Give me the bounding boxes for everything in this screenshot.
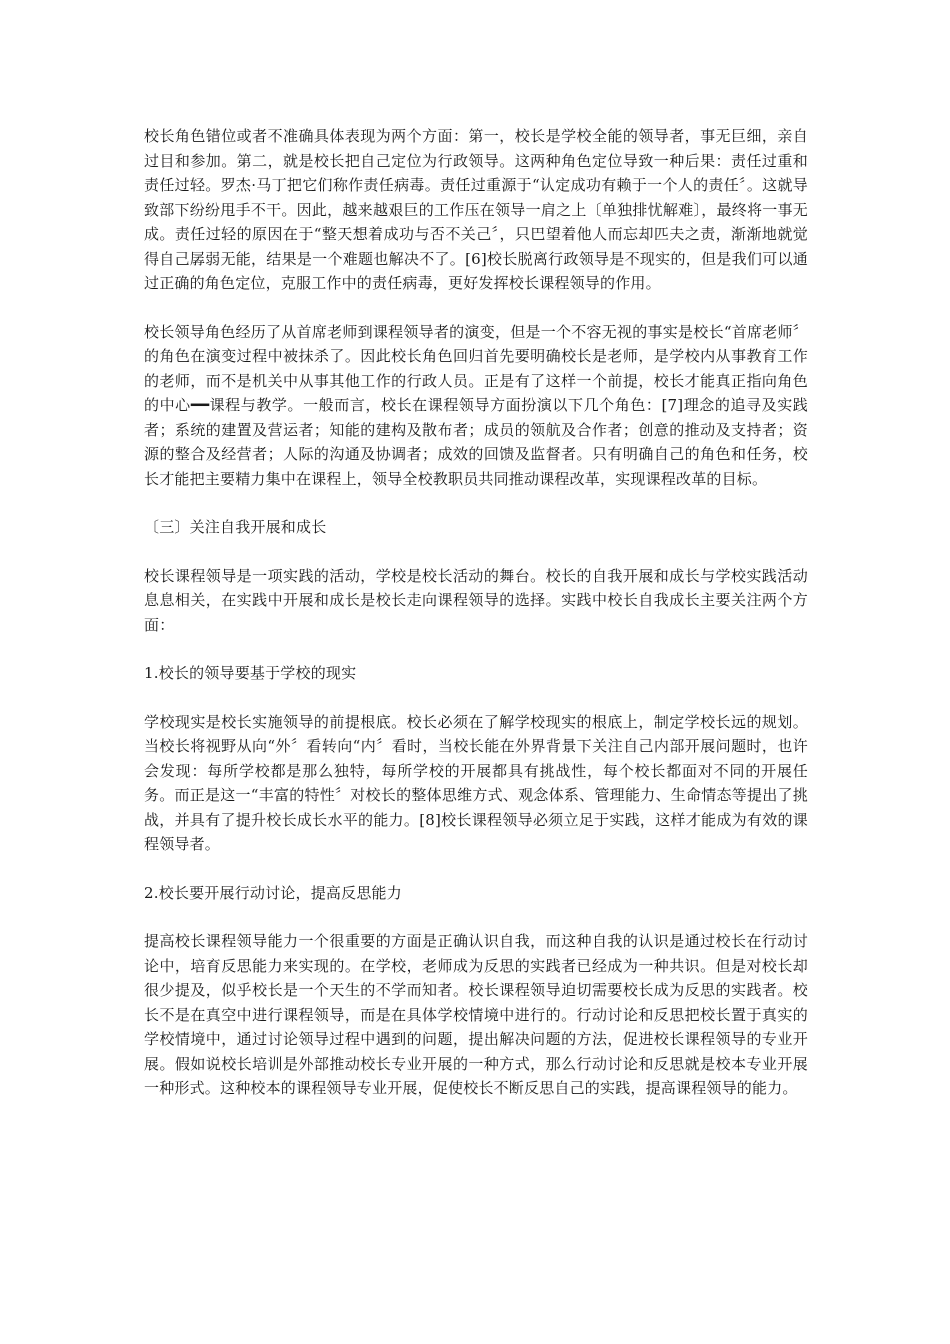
paragraph-practice-activity: 校长课程领导是一项实践的活动，学校是校长活动的舞台。校长的自我开展和成长与学校实践活动息息相关，在实践中开展和成长是校长走向课程领导的选择。实践中校长自我成长主要关注两个方面： <box>144 566 808 634</box>
subheading-action-research: 2.校长要开展行动讨论，提高反思能力 <box>144 883 402 902</box>
paragraph-reflection-ability: 提高校长课程领导能力一个很重要的方面是正确认识自我，而这种自我的认识是通过校长在行动讨论中，培育反思能力来实现的。在学校，老师成为反思的实践者已经成为一种共识。但是对校长却很少提及，似乎校长是一个天生的不学而知者。校长课程领导迫切需要校长成为反思的实践者。校长不是在真空中进行课程领导，而是在具体学校情境中进行的。行动讨论和反思把校长置于真实的学校情境中，通过讨论领导过程中遇到的问题，提出解决问题的方法，促进校长课程领导的专业开展。假如说校长培训是外部推动校长专业开展的一种方式，那么行动讨论和反思就是校本专业开展一种形式。这种校本的课程领导专业开展，促使校长不断反思自己的实践，提高课程领导的能力。 <box>144 932 808 1097</box>
paragraph-school-reality: 学校现实是校长实施领导的前提根底。校长必须在了解学校现实的根底上，制定学校长远的规划。当校长将视野从向“外〞看转向“内〞看时，当校长能在外界背景下关注自己内部开展问题时，也许会发现：每所学校都是那么独特，每所学校的开展都具有挑战性，每个校长都面对不同的开展任务。而正是这一“丰富的特性〞对校长的整体思维方式、观念体系、管理能力、生命情态等提出了挑战，并具有了提升校长成长水平的能力。[8]校长课程领导必须立足于实践，这样才能成为有效的课程领导者。 <box>144 712 808 853</box>
document-page <box>144 124 808 1125</box>
section-heading-self-development: 〔三〕关注自我开展和成长 <box>144 518 327 536</box>
subheading-school-reality: 1.校长的领导要基于学校的现实 <box>144 664 357 682</box>
paragraph-role-evolution: 校长领导角色经历了从首席老师到课程领导者的演变，但是一个不容无视的事实是校长“首席老师〞的角色在演变过程中被抹杀了。因此校长角色回归首先要明确校长是老师，是学校内从事教育工作的老师，而不是机关中从事其他工作的行政人员。正是有了这样一个前提，校长才能真正指向角色的中心━━课程与教学。一般而言，校长在课程领导方面扮演以下几个角色：[7]理念的追寻及实践者；系统的建置及营运者；知能的建构及散布者；成员的领航及合作者；创意的推动及支持者；资源的整合及经营者；人际的沟通及协调者；成效的回馈及监督者。只有明确自己的角色和任务，校长才能把主要精力集中在课程上，领导全校教职员共同推动课程改革，实现课程改革的目标。 <box>144 322 808 488</box>
paragraph-role-misplacement: 校长角色错位或者不准确具体表现为两个方面：第一，校长是学校全能的领导者，事无巨细，亲自过目和参加。第二，就是校长把自己定位为行政领导。这两种角色定位导致一种后果：责任过重和责任过轻。罗杰·马丁把它们称作责任病毒。责任过重源于“认定成功有赖于一个人的责任〞。这就导致部下纷纷甩手不干。因此，越来越艰巨的工作压在领导一肩之上〔单独排忧解难〕，最终将一事无成。责任过轻的原因在于“整天想着成功与否不关己〞，只巴望着他人而忘却匹夫之责，渐渐地就觉得自己孱弱无能，结果是一个难题也解决不了。[6]校长脱离行政领导是不现实的，但是我们可以通过正确的角色定位，克服工作中的责任病毒，更好发挥校长课程领导的作用。 <box>144 127 808 292</box>
